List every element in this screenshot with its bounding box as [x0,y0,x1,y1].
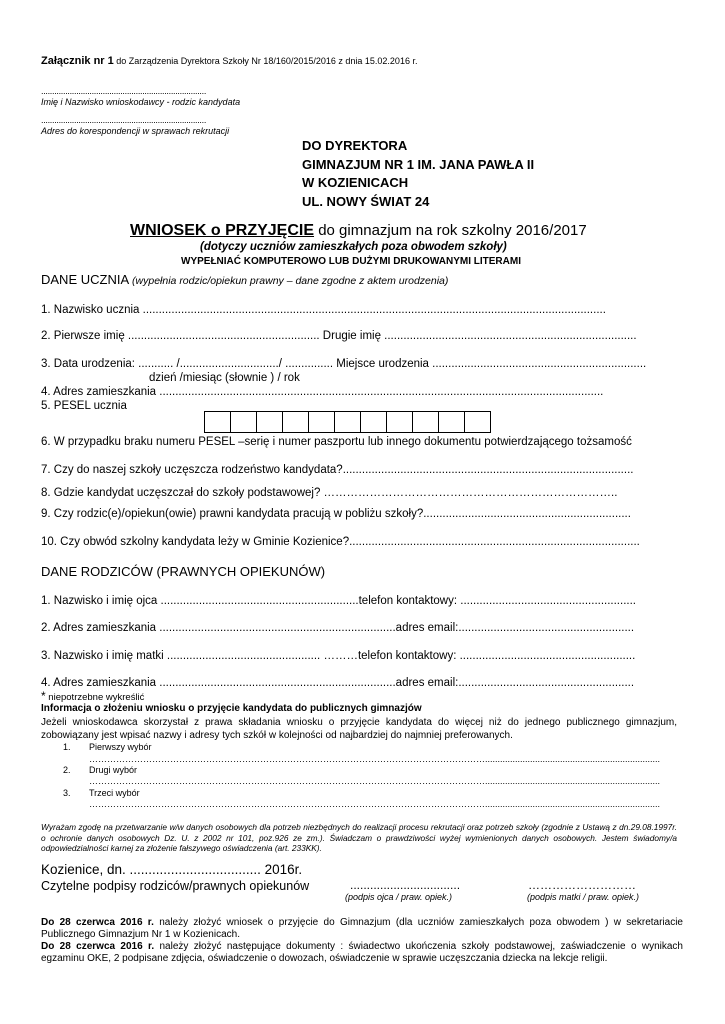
form-instruction: WYPEŁNIAĆ KOMPUTEROWO LUB DUŻYMI DRUKOWANYMI LITERAMI [181,256,521,267]
info-heading: Informacja o złożeniu wniosku o przyjęcie kandydata do publicznych gimnazjów [41,703,422,714]
annex-note [41,55,417,67]
student-address-field[interactable]: 4. Adres zamieszkania ........................................................................................................................................... [41,386,604,398]
student-heading-note: (wypełnia rodzic/opiekun prawny – dane zgodne z aktem urodzenia) [129,275,449,287]
student-birth-date-field[interactable]: 3. Data urodzenia: ........... /.............................../ ............... Miejsce urodzenia ................................................................... [41,358,647,370]
form-title-main: WNIOSEK o PRZYJĘCIE [130,222,315,239]
asterisk: * [41,689,46,703]
father-name-field[interactable]: 1. Nazwisko i imię ojca ..............................................................telefon kontaktowy: ....................................................... [41,595,636,607]
student-heading: DANE UCZNIA [41,272,130,287]
mother-address-field[interactable]: 4. Adres zamieszkania ..........................................................................adres email:....................................................... [41,677,635,689]
addressee-block [302,137,534,211]
pesel-digit-box[interactable] [464,411,491,433]
addressee-line: W KOZIENICACH [302,175,409,190]
father-address-field[interactable]: 2. Adres zamieszkania ..........................................................................adres email:....................................................... [41,622,635,634]
pesel-digit-box[interactable] [386,411,413,433]
mother-signature-field[interactable]: ……………………… [528,878,636,892]
third-choice-field[interactable]: ……………………………………………………………………………………………………………………...................................................................... [89,799,661,809]
pesel-boxes[interactable] [205,411,491,433]
primary-school-question[interactable]: 8. Gdzie kandydat uczęszczał do szkoły podstawowej? ………………………………………………………………….. [41,487,618,499]
signature-label: Czytelne podpisy rodziców/prawnych opiekunów [41,879,310,893]
deadline-date: Do 28 czerwca 2016 r. [41,917,154,928]
parents-section-heading: DANE RODZICÓW (PRAWNYCH OPIEKUNÓW) [41,564,326,579]
deadline-documents-text: należy złożyć następujące dokumenty : świadectwo ukończenia szkoły podstawowej, zaświadczenie o wynikach egzaminu OKE, 2 podpisane zdjęcia, oświadczenie o dowozach, oświadczenie w sprawie uczęszczania dziecka na lekcje religii. [41,941,683,964]
pesel-digit-box[interactable] [412,411,439,433]
pesel-digit-box[interactable] [438,411,465,433]
deadline-application-text: należy złożyć wniosek o przyjęcie do Gimnazjum (dla uczniów zamieszkałych poza obwodem ) w sekretariacie Publicznego Gimnazjum Nr 1 w Kozienicach. [41,917,683,940]
pesel-digit-box[interactable] [282,411,309,433]
footnote [41,689,144,703]
first-choice-label: Pierwszy wybór [89,742,152,752]
footnote-text: niepotrzebne wykreślić [45,692,145,703]
applicant-address-field[interactable]: ........................................................................... [41,115,207,125]
birth-date-caption: dzień /miesiąc (słownie ) / rok [149,372,300,384]
second-choice-field[interactable]: ……………………………………………………………………………………………………………………...................................................................... [89,776,661,786]
deadline-application [41,917,683,941]
annex-label: Załącznik nr 1 [41,55,114,67]
father-signature-field[interactable]: ................................. [350,878,461,892]
addressee-line: GIMNAZJUM NR 1 IM. JANA PAWŁA II [302,156,535,172]
info-text: Jeżeli wnioskodawca skorzystał z prawa składania wniosku o przyjęcie kandydata do więcej niż do jednego publicznego gimnazjum, zobowiązany jest wpisać nazwy i adresy tych szkół w kolejności od najbardziej do najmniej preferowanych. [41,717,677,741]
mother-name-field[interactable]: 3. Nazwisko i imię matki ................................................ ………telefon kontaktowy: ....................................................... [41,650,636,662]
consent-statement: Wyrażam zgodę na przetwarzanie w/w danych osobowych dla potrzeb niezbędnych do realizacji procesu rekrutacji oraz potrzeb szkoły (zgodnie z Ustawą z dn.29.08.1997r. o ochronie danych osobowych Dz. U. z 2002 nr 101, poz.926 ze zm.). Świadczam o prawdziwości wyżej wymienionych danych osobowych. Jestem świadomy/a odpowiedzialności karnej za złożenie fałszywego oświadczenia (art. 233KK). [41,822,677,853]
district-question[interactable]: 10. Czy obwód szkolny kandydata leży w Gminie Kozienice?........................................................................................... [41,536,640,548]
student-section-heading [41,272,448,287]
father-signature-caption: (podpis ojca / praw. opiek.) [345,892,453,902]
siblings-question[interactable]: 7. Czy do naszej szkoły uczęszcza rodzeństwo kandydata?........................................................................................... [41,464,634,476]
pesel-label: 5. PESEL ucznia [41,400,127,412]
pesel-digit-box[interactable] [204,411,231,433]
mother-signature-caption: (podpis matki / praw. opiek.) [527,892,640,902]
form-title-rest: do gimnazjum na rok szkolny 2016/2017 [314,222,587,239]
applicant-address-caption: Adres do korespondencji w sprawach rekrutacji [41,126,230,136]
student-surname-field[interactable]: 1. Nazwisko ucznia ................................................................................................................................................. [41,304,606,316]
third-choice-label: Trzeci wybór [89,788,140,798]
first-choice-field[interactable]: ……………………………………………………………………………………………………………………...................................................................... [89,754,661,764]
choice-number: 3. [63,788,71,798]
passport-question: 6. W przypadku braku numeru PESEL –serię i numer paszportu lub innego dokumentu potwierdzającego tożsamość [41,436,632,448]
deadline-date: Do 28 czerwca 2016 r. [41,941,155,952]
second-choice-label: Drugi wybór [89,765,138,775]
choice-number: 2. [63,765,71,775]
choice-number: 1. [63,742,71,752]
parents-work-question[interactable]: 9. Czy rodzic(e)/opiekun(owie) prawni kandydata pracują w pobliżu szkoły?................................................................. [41,508,631,520]
annex-reference: do Zarządzenia Dyrektora Szkoły Nr 18/160/2015/2016 z dnia 15.02.2016 r. [113,56,418,66]
deadline-documents [41,941,683,965]
applicant-name-field[interactable]: ........................................................................... [41,86,207,96]
addressee-line: UL. NOWY ŚWIAT 24 [302,193,430,209]
pesel-digit-box[interactable] [230,411,257,433]
form-title [130,222,587,240]
form-subtitle: (dotyczy uczniów zamieszkałych poza obwodem szkoły) [200,241,507,253]
pesel-digit-box[interactable] [256,411,283,433]
pesel-digit-box[interactable] [360,411,387,433]
student-first-name-field[interactable]: 2. Pierwsze imię ............................................................ Drugie imię ............................................................................... [41,330,637,342]
place-date-field[interactable]: Kozienice, dn. ................................... 2016r. [41,862,303,877]
addressee-line: DO DYREKTORA [302,138,408,153]
pesel-digit-box[interactable] [334,411,361,433]
pesel-digit-box[interactable] [308,411,335,433]
applicant-name-caption: Imię i Nazwisko wnioskodawcy - rodzic kandydata [41,97,241,107]
